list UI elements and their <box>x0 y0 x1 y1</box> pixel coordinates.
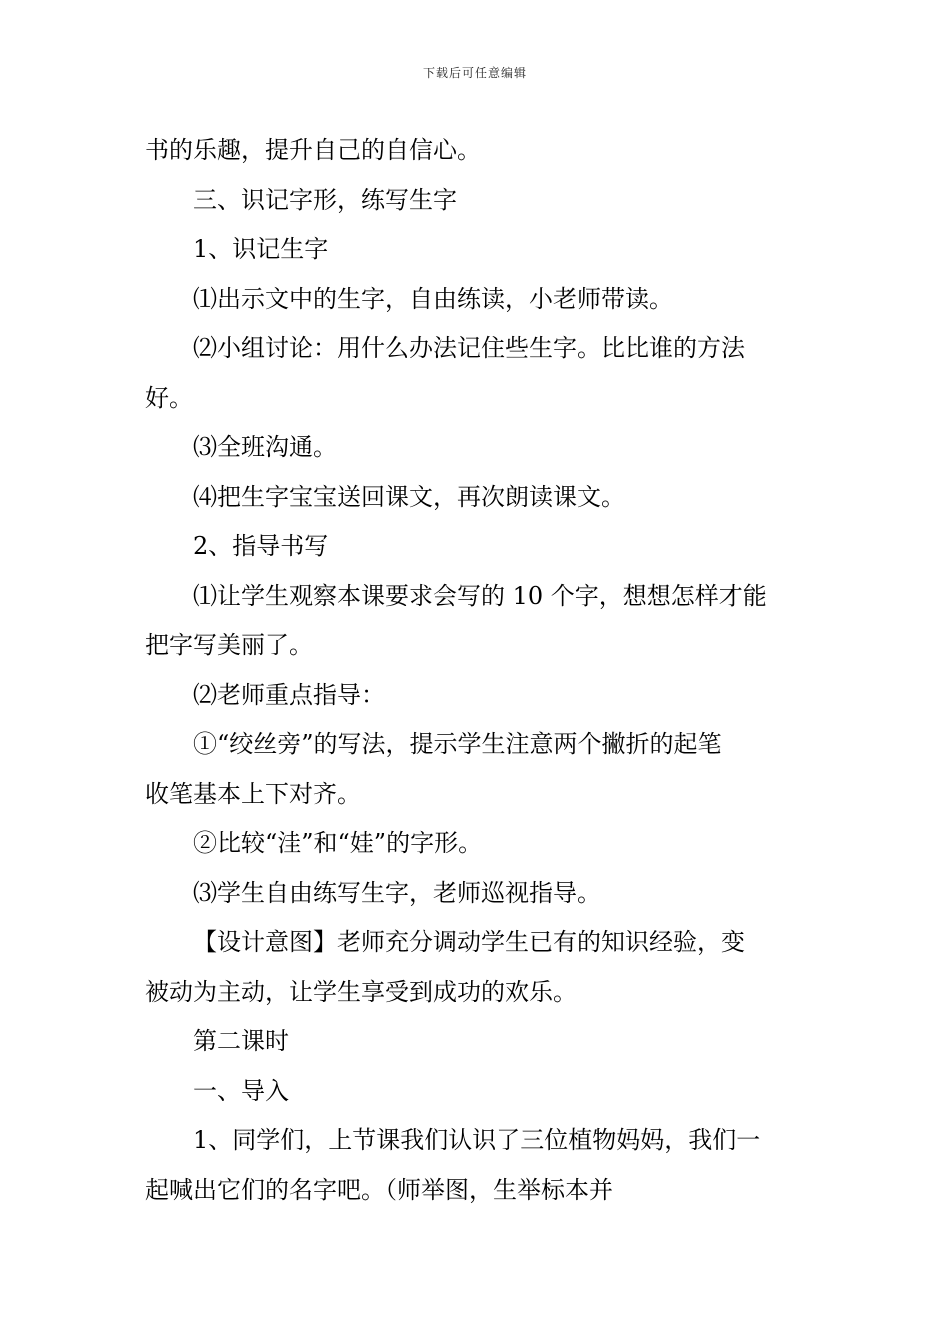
text-line: 一、导入 <box>193 1076 289 1105</box>
text-line: 【设计意图】老师充分调动学生已有的知识经验，变 <box>193 928 745 956</box>
text-line: ⑴让学生观察本课要求会写的 10 个字，想想怎样才能 <box>193 581 767 610</box>
text-line: 被动为主动，让学生享受到成功的欢乐。 <box>145 977 577 1006</box>
text-line: 1、识记生字 <box>193 235 329 263</box>
text-line: ②比较“洼”和“娃”的字形。 <box>193 829 483 857</box>
text-line: ⑷把生字宝宝送回课文，再次朗读课文。 <box>193 482 625 511</box>
text-line: 2、指导书写 <box>193 532 329 560</box>
text-line: ①“绞丝旁”的写法，提示学生注意两个撇折的起笔 <box>193 730 722 758</box>
text-line: ⑶学生自由练写生字，老师巡视指导。 <box>193 878 601 907</box>
text-line: 好。 <box>145 383 193 412</box>
document-body <box>145 126 810 1215</box>
text-line: 把字写美丽了。 <box>145 631 313 659</box>
text-line: 书的乐趣，提升自己的自信心。 <box>145 136 481 164</box>
text-line: 收笔基本上下对齐。 <box>145 779 361 808</box>
text-line: ⑵小组讨论：用什么办法记住些生字。比比谁的方法 <box>193 334 745 362</box>
text-line: 起喊出它们的名字吧。（师举图，生举标本并 <box>145 1175 613 1204</box>
text-line: ⑵老师重点指导： <box>193 680 385 709</box>
text-line: ⑶全班沟通。 <box>193 433 337 461</box>
text-line: 三、识记字形，练写生字 <box>193 185 457 214</box>
text-line: ⑴出示文中的生字，自由练读，小老师带读。 <box>193 284 673 313</box>
page-header-note: 下载后可任意编辑 <box>422 66 527 80</box>
text-line: 第二课时 <box>193 1027 289 1055</box>
text-line: 1、同学们，上节课我们认识了三位植物妈妈，我们一 <box>193 1126 761 1154</box>
